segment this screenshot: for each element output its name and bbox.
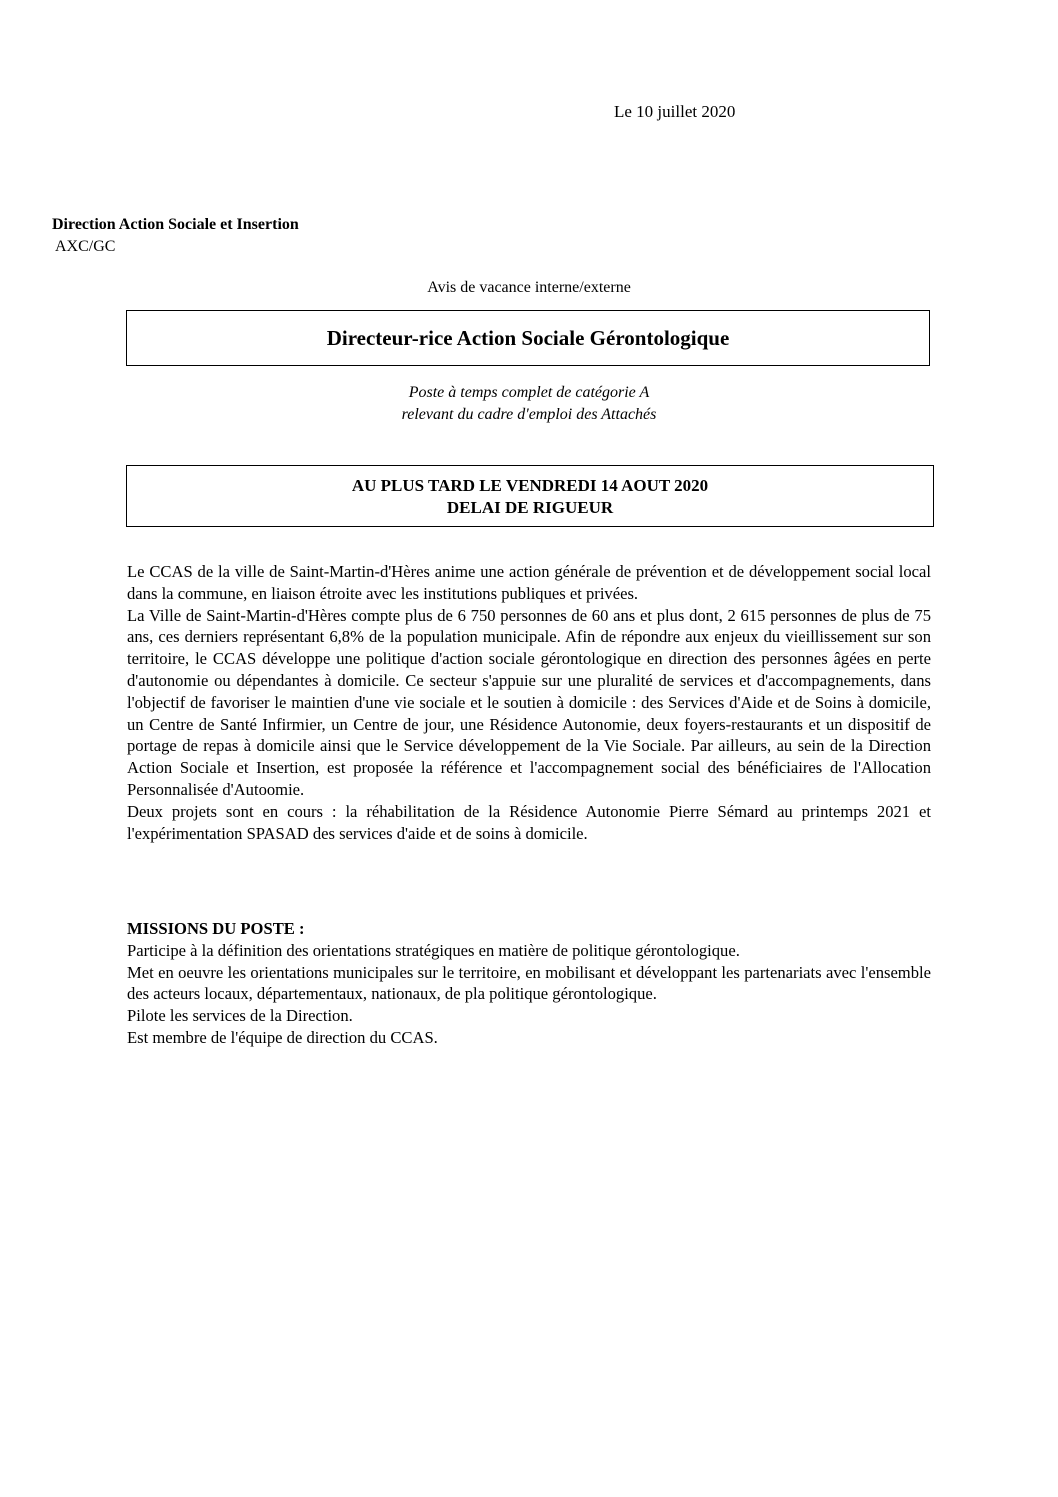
- body-paragraph: La Ville de Saint-Martin-d'Hères compte plus de 6 750 personnes de 60 ans et plus dont, 2 615 personnes de plus de 75 ans, ces derniers représentant 6,8% de la population municipale. Afin de répondre aux enjeux du vieillissement sur son territoire, le CCAS développe une politique d'action sociale gérontologique en direction des personnes âgées en perte d'autonomie ou dépendantes à domicile. Ce secteur s'appuie sur une pluralité de services et d'accompagnements, dans l'objectif de favoriser le maintien d'une vie sociale et le soutien à domicile : des Services d'Aide et de Soins à domicile, un Centre de Santé Infirmier, un Centre de jour, une Résidence Autonomie, deux foyers-restaurants et un dispositif de portage de repas à domicile ainsi que le Service développement de la Vie Sociale. Par ailleurs, au sein de la Direction Action Sociale et Insertion, est proposée la référence et l'accompagnement social des bénéficiaires de l'Allocation Personnalisée d'Autoomie.: [127, 605, 931, 799]
- missions-section: [127, 918, 931, 1049]
- notice-type: Avis de vacance interne/externe: [427, 279, 631, 296]
- job-title-box: [126, 310, 930, 366]
- job-title: Directeur-rice Action Sociale Gérontologique: [326, 325, 730, 350]
- department-name: Direction Action Sociale et Insertion: [52, 216, 299, 233]
- subtitle-line-2: relevant du cadre d'emploi des Attachés: [401, 406, 657, 423]
- mission-item: Est membre de l'équipe de direction du CCAS.: [127, 1027, 438, 1047]
- body-paragraph: Deux projets sont en cours : la réhabilitation de la Résidence Autonomie Pierre Sémard au printemps 2021 et l'expérimentation SPASAD des services d'aide et de soins à domicile.: [127, 801, 931, 843]
- position-subtitle: [126, 382, 932, 426]
- letter-date: Le 10 juillet 2020: [614, 102, 736, 121]
- mission-item: Pilote les services de la Direction.: [127, 1006, 353, 1026]
- mission-item: Participe à la définition des orientations stratégiques en matière de politique gérontologique.: [127, 940, 740, 960]
- deadline-line-2: DELAI DE RIGUEUR: [446, 498, 614, 517]
- reference-code: AXC/GC: [55, 238, 116, 255]
- missions-heading: MISSIONS DU POSTE :: [127, 919, 305, 938]
- deadline-box: [126, 465, 934, 527]
- body-section: [127, 561, 931, 844]
- mission-item: Met en oeuvre les orientations municipales sur le territoire, en mobilisant et développant les partenariats avec l'ensemble des acteurs locaux, départementaux, nationaux, de pla politique gérontologique.: [127, 962, 931, 1004]
- deadline-line-1: AU PLUS TARD LE VENDREDI 14 AOUT 2020: [351, 476, 709, 495]
- body-paragraph: Le CCAS de la ville de Saint-Martin-d'Hères anime une action générale de prévention et de développement social local dans la commune, en liaison étroite avec les institutions publiques et privées.: [127, 562, 931, 603]
- subtitle-line-1: Poste à temps complet de catégorie A: [408, 384, 650, 401]
